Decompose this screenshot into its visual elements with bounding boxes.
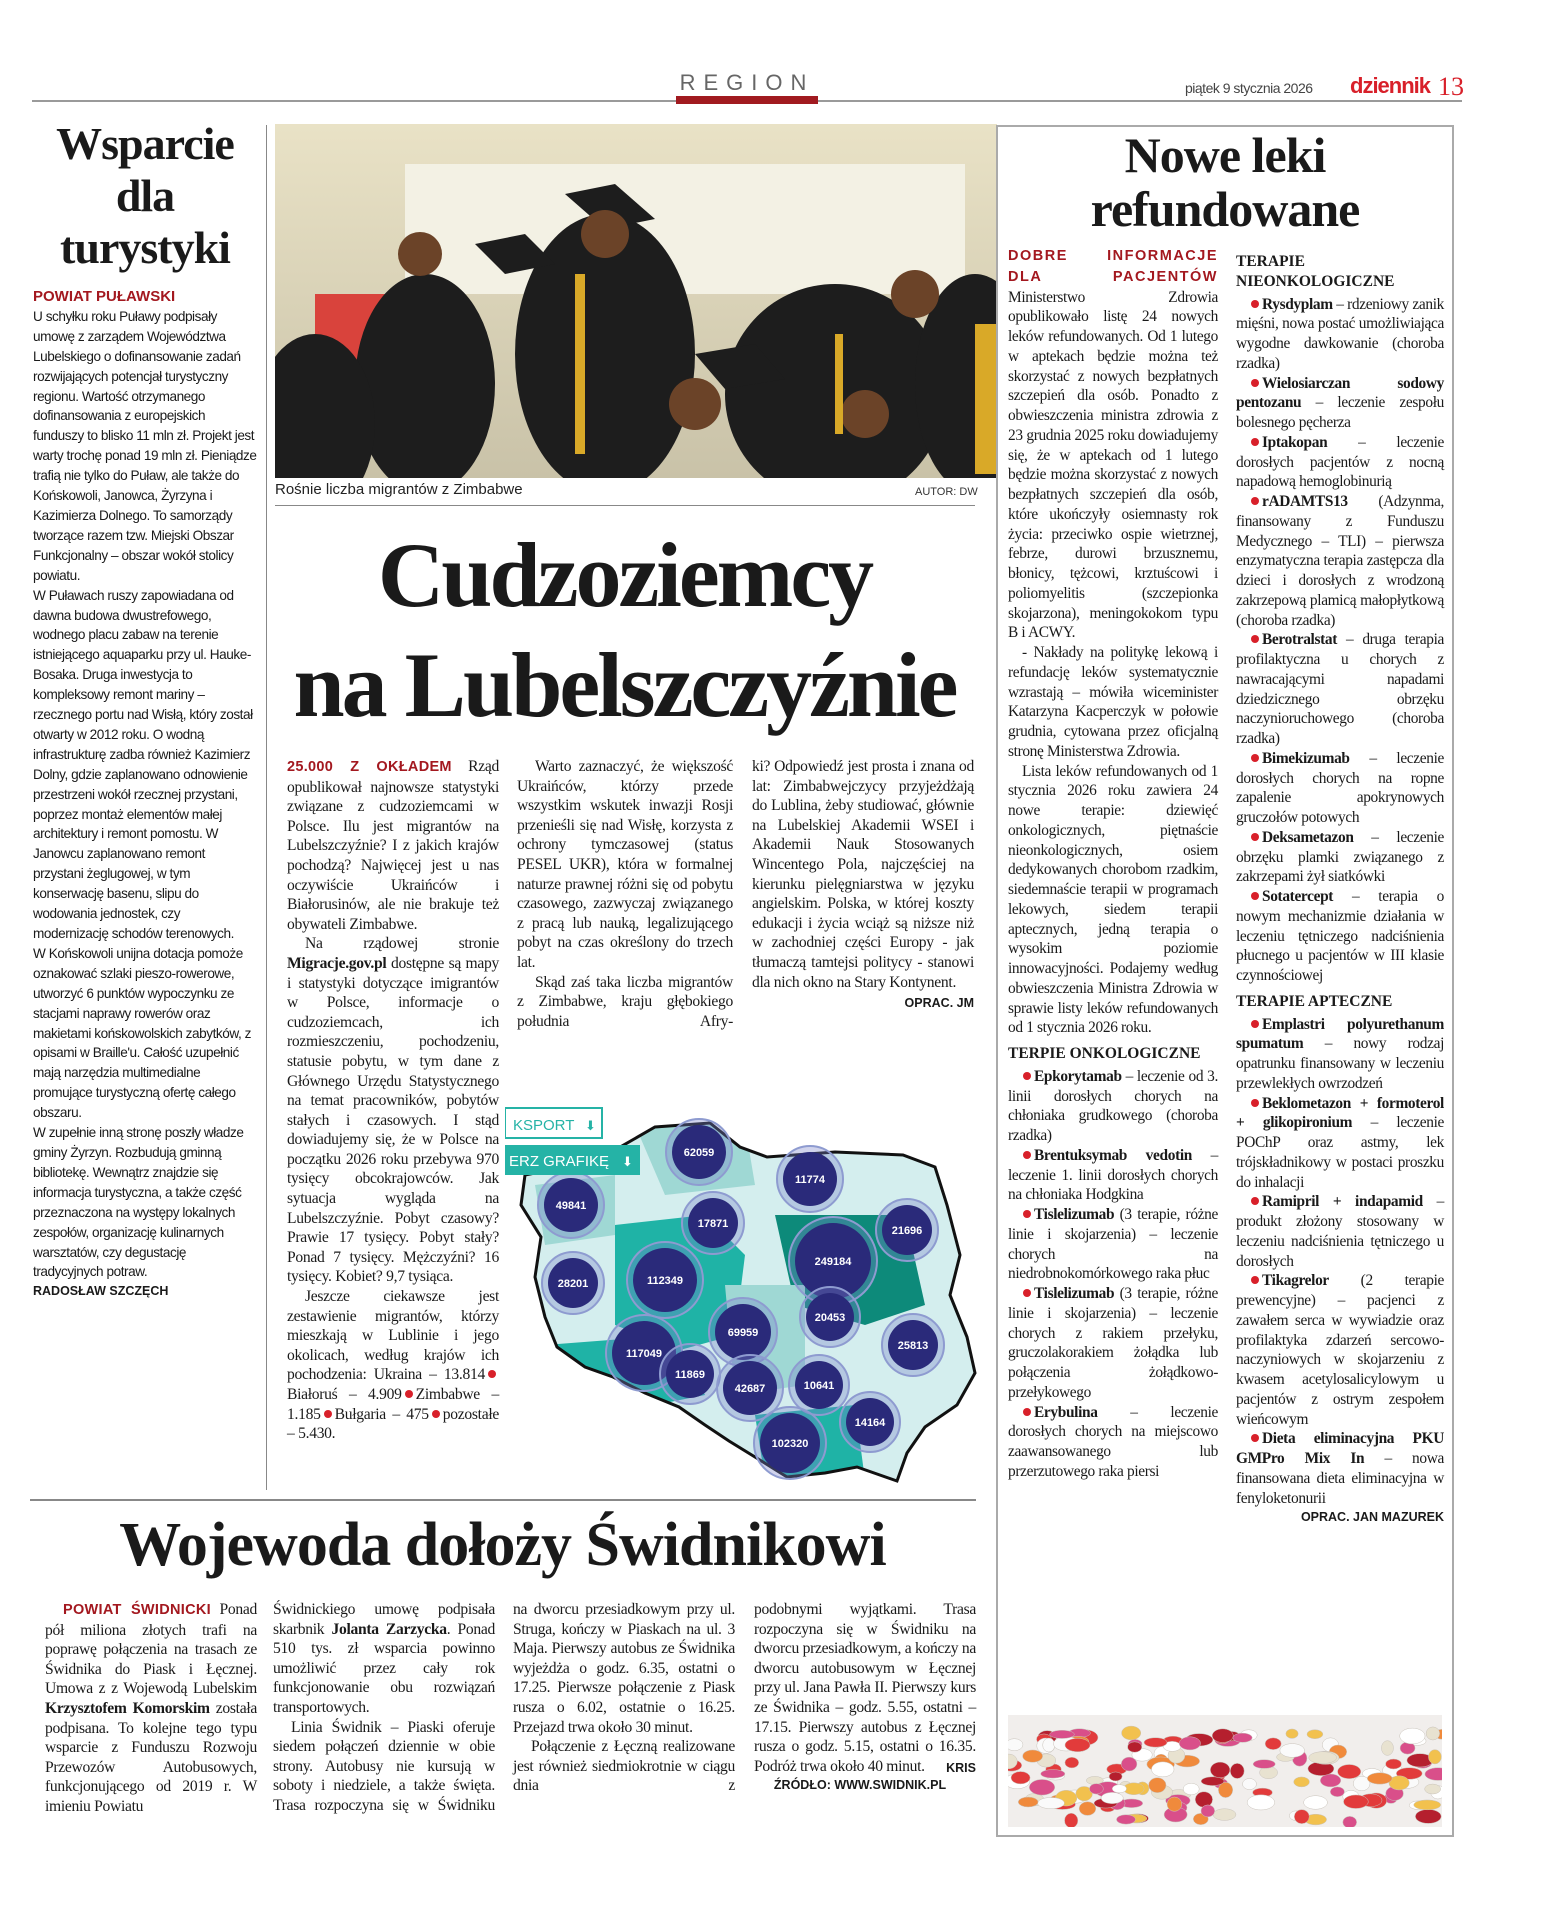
pill [1320,1774,1340,1787]
pill [1183,1783,1199,1795]
export-button-label[interactable]: KSPORT [513,1117,575,1134]
text: (3 terapie, różne linie i skojarzenia) – leczenie chorych z rakiem przełyku, gruczolakorakiem żołądka lub połączenia żołądkowo-przełykowego [1008,1285,1218,1401]
bullet-dot-icon [1023,1151,1031,1159]
text: ŹRÓDŁO: WWW.SWIDNIK.PL [773,1778,947,1793]
bold-text: Krzysztofem Komorskim [45,1699,210,1717]
paragraph [273,1718,495,1816]
text: Linia Świdnik – Piaski oferuje siedem połączeń dziennie w obie strony. Autobusy nie kursują w soboty i niedziele, a także święta. Trasa rozpoczyna się w Świdniku [273,1718,495,1814]
migrants-map [505,1105,980,1490]
pill [1043,1738,1055,1752]
byline: OPRAC. JM [904,996,974,1011]
bottom-article-title: Wojewoda dołoży Świdnikowi [119,1511,886,1579]
bullet-dot-icon [1023,1289,1031,1297]
pill [1242,1778,1256,1789]
text: (2 terapie prewencyjne) – pacjenci z zawałem serca w wywiadzie oraz profilaktyka zdarzeń sercowo-naczyniowych w skojarzeniu z kwasem acetylosalicylowym u pacjentów z ostrym zespołem wieńcowym [1236,1272,1444,1428]
bold-text: Deksametazon [1262,828,1354,846]
bottom-article-column-4 [754,1600,976,1796]
bold-text: Bimekizumab [1262,749,1350,767]
paragraph [45,1600,257,1817]
pill [1023,1750,1043,1762]
pill [1381,1741,1393,1756]
pill [1294,1810,1309,1824]
pill [1330,1787,1344,1797]
text: Białoruś – 4.909 [287,1386,402,1403]
pill [1426,1727,1440,1740]
section-heading [1236,992,1444,1012]
bottom-article-column-2 [273,1600,495,1816]
text: TERAPIE NIEONKOLOGICZNE [1236,253,1395,290]
text: – leczenie 1. linii dorosłych chorych na chłoniaka Hodgkina [1008,1146,1218,1204]
pill [1109,1772,1122,1781]
text: Bułgaria – 475 [334,1405,429,1423]
list-item [1236,433,1444,492]
pills-photo [1008,1715,1442,1827]
map-bubble-value: 69959 [727,1327,759,1339]
text: . Ponad 510 tys. zł wsparcia powinno umożliwić przez cały rok funkcjonowanie obu rozwiązań transportowych. [273,1620,495,1716]
map-bubble-value: 10641 [803,1380,835,1392]
pill [1065,1813,1078,1827]
pill [1428,1750,1441,1764]
text: – leczenie obrzęku plamki związanego z zakrzepami żył siatkówki [1236,828,1444,886]
pill [1213,1809,1236,1821]
title-line-2: refundowane [1090,181,1360,237]
text: dostępne są mapy i statystyki dotyczące imigrantów w Polsce, informacje o cudzoziemcach, ich rozmieszczeniu, pochodzeniu, statusie pobytu, w tym dane z Głównego Urzędu Statystycznego na temat pracowników, pobytów stałych i czasowych. I stąd dowiadujemy się, że w Polsce na początku 2026 roku przebywa 970 tysięcy obcokrajowców. Jak sytuacja wygląda na Lubelszczyźnie. Pobyt czasowy? Prawie 17 tysięcy. Pobyt stały? Ponad 7 tysięcy. Mężczyźni? 16 tysięcy. Kobiet? 9,7 tysiąca. [287,954,499,1286]
text: RADOSŁAW SZCZĘCH [33,1284,169,1299]
bullet-dot-icon [1251,1276,1259,1284]
paragraph [33,586,258,944]
byline [754,1776,976,1796]
pill [1050,1730,1075,1738]
download-icon: ⬇ [585,1118,596,1133]
text: W Końskowoli unijna dotacja pomoże oznakować szlaki pieszo-rowerowe, utworzyć 6 punktów wypoczynku ze stacjami naprawy rowerów oraz makietami końskowolskich zabytków, z opisami w Braille'u. Całość uzupełnić mają narzędzia multimedialne promujące turystyczną ofertę całego obszaru. [33,945,251,1121]
text: na dworcu przesiadkowym przy ul. Struga, kończy w Piaskach na ul. 3 Maja. Pierwszy autobus ze Świdnika wyjeżdża o godz. 6.35, ostatni o 17.25. Pierwsze połączenie z Piask rusza o 6.02, ostatnie o 16.25. Przejazd trwa około 30 minut. [513,1601,735,1736]
bullet-dot-icon [405,1390,413,1398]
lead-in: POWIAT ŚWIDNICKI [63,1602,211,1618]
pill [1265,1738,1281,1750]
main-article-column-1 [287,757,499,1444]
download-icon: ⬇ [622,1154,633,1169]
bold-text: Tikagrelor [1262,1272,1329,1290]
bullet-dot-icon [1251,300,1259,308]
pill [1233,1733,1252,1742]
text: – leczenie dorosłych chorych na miejscowo zaawansowanego lub przerzutowego raka piersi [1008,1403,1218,1480]
pill [1386,1759,1402,1769]
list-item [1236,749,1444,828]
bold-text: Iptakopan [1262,433,1328,451]
right-article-column-1 [1008,246,1218,1482]
list-item [1008,1067,1218,1146]
bullet-dot-icon [1251,438,1259,446]
text: (3 terapie, różne linie i skojarzenia) – leczenie chorych na niedrobnokomórkowego raka płuc [1008,1206,1218,1283]
pill [1400,1728,1425,1744]
pill [1415,1809,1441,1823]
bullet-dot-icon [1251,754,1259,762]
paragraph [752,757,974,1011]
bullet-dot-icon [1251,1020,1259,1028]
paragraph [33,1123,258,1282]
photo-caption: Rośnie liczba migrantów z Zimbabwe [275,481,523,498]
pill [1307,1730,1323,1739]
bold-text: Berotralstat [1262,631,1338,649]
bold-text: Emplastri polyurethanum spumatum [1236,1015,1444,1053]
title-line-2: na Lubelszczyźnie [293,634,956,736]
section-rule [30,1499,976,1501]
map-bubble-value: 249184 [814,1256,852,1268]
text: Na rządowej stronie [305,935,499,953]
list-item [1236,828,1444,887]
bottom-article-column-1 [45,1600,257,1817]
bold-text: Beklometazon + formoterol + glikopironium [1236,1094,1444,1132]
bold-text: Tislelizumab [1034,1206,1115,1223]
bold-text: Erybulina [1034,1403,1098,1421]
lead-in: POWIAT PUŁAWSKI [33,288,176,305]
paragraph [1008,246,1218,643]
text: – leczenie zespołu bolesnego pęcherza [1236,394,1444,431]
pill [1195,1792,1212,1807]
text: ki? Odpowiedź jest prosta i znana od lat: Zimbabwejczycy przyjeżdżają do Lublina, żeby studiować, głównie na Lubelskiej Akademii WSEI i Akademii Nauk Stosowanych Wincentego Pola, najczęściej na kierunku pielęgniarstwa w języku angielskim. Polska, w której koszty edukacji i życia wciąż są niższe niż w zachodniej części Europy - jak tłumaczą tamtejsi politycy - stanowi dla nich okno na Stary Kontynent. [752,758,974,991]
pill [1065,1757,1079,1768]
map-bubble-value: 17871 [697,1218,729,1230]
caption-rule [275,505,975,506]
pill [1367,1773,1392,1784]
pill [1425,1784,1441,1794]
paragraph [33,944,258,1123]
pill [1008,1739,1023,1751]
bold-text: Rysdyplam [1262,295,1333,313]
bold-text: Sotatercept [1262,888,1334,905]
map-bubble-value: 25813 [897,1340,929,1352]
bold-text: Tislelizumab [1034,1285,1115,1302]
pill [1343,1816,1357,1827]
list-item [1008,1403,1218,1482]
paragraph [287,1287,499,1444]
text: – leczenie POChP oraz astmy, lek trójskładnikowy w postaci proszku do inhalacji [1236,1114,1445,1191]
text: - Nakłady na politykę lekową i refundację leków systematycznie wzrastają – mówiła wiceminister Katarzyna Kacperczyk w połowie grudnia, cytowana przez oficjalną stronę Ministerstwa Zdrowia. [1008,644,1218,760]
pill [1201,1777,1224,1786]
title-line-1: Cudzoziemcy [377,524,872,626]
pill [1101,1792,1123,1803]
text: Jeszcze ciekawsze jest zestawienie migrantów, którzy mieszkają w Lublinie i jego okolicach, według krajów ich pochodzenia: Ukraina – 13.814 [287,1288,499,1384]
column-divider [266,125,267,1490]
list-item [1236,1015,1444,1094]
text: OPRAC. JAN MAZUREK [1300,1510,1444,1525]
main-article-column-3 [752,757,974,1014]
left-article-body [33,287,258,1302]
issue-date: piątek 9 stycznia 2026 [1185,80,1313,96]
paragraph [513,1600,735,1737]
text: – druga terapia profilaktyczna u chorych z nawracającymi napadami dziedzicznego obrzęku naczynioruchowego (choroba rzadka) [1236,631,1444,747]
byline [1236,1508,1444,1528]
text: podobnymi wyjątkami. Trasa rozpoczyna się w Świdniku na dworcu przesiadkowym, a kończy na dworcu autobusowym w Łęcznej przy ul. Jana Pawła II. Pierwszy kurs ze Świdnika – godz. 5.55, ostatni – 17.15. Pierwszy autobus z Łęcznej rusza o godz. 5.15, ostatni o 16.35. Podróż trwa około 40 minut. [754,1601,976,1775]
text: TERAPIE APTECZNE [1236,992,1393,1010]
main-article-column-2 [517,757,733,1031]
text: Połączenie z Łęczną realizowane jest również siedmiokrotnie w ciągu dnia z [513,1738,735,1795]
section-heading [1236,252,1444,292]
text: Lista leków refundowanych od 1 stycznia 2026 roku zawiera 24 nowe terapie: dziewięć onkologicznych, piętnaście nieonkologicznych, osiem dedykowanych chorobom rzadkim, siedemnaście terapii w programach lekowych, siedem terapii aptecznych, jedną terapia o wysokim poziomie innowacyjności. Podajemy według obwieszczenia Ministra Zdrowia w sprawie listy leków refundowanych od 1 stycznia 2026 roku. [1008,762,1218,1037]
map-bubble-value: 20453 [814,1312,846,1324]
bold-text: Brentuksymab vedotin [1034,1146,1192,1164]
bullet-dot-icon [1251,1197,1259,1205]
text: U schyłku roku Puławy podpisały umowę z zarządem Województwa Lubelskiego o dofinansowanie zadań rozwijających potencjał turystyczny regionu. Wartość otrzymanego dofinansowania z europejskich funduszy to blisko 11 mln zł. Projekt jest warty trochę ponad 19 mln zł. Pieniądze trafią nie tylko do Puław, ale także do Końskowoli, Janowca, Żyrzyna i Kazimierza Dolnego. To samorządy tworzące razem tzw. Miejski Obszar Funkcjonalny – obszar wokół stolicy powiatu. [33,308,257,583]
text: Warto zaznaczyć, że większość Ukraińców, którzy przede wszystkim wskutek inwazji Rosji przenieśli się nad Wisłę, korzysta z ochrony tymczasowej (status PESEL UKR), która w formalnej naturze prawnej różni się od pobytu czasowego, zazwyczaj związanego z pracą lub nauką, legalizującego pobyt na czas określony do trzech lat. [517,758,733,971]
bullet-dot-icon [1023,1210,1031,1218]
bullet-dot-icon [1023,1072,1031,1080]
lead-in: DOBRE INFORMACJE DLA PACJENTÓW [1008,248,1218,285]
pill [1280,1744,1305,1758]
paragraph [517,757,733,973]
pill [1338,1765,1361,1779]
map-bubble-value: 49841 [555,1200,587,1212]
text: Skąd zaś taka liczba migrantów z Zimbabwe, kraju głębokiego południa Afry- [517,973,733,1030]
text: (Adzynma, finansowany z Funduszu Medycznego – TLI) – pierwsza enzymatyczna terapia zastępcza dla dzieci i dorosłych z wrodzoną zakrzepową plamicą małopłytkową (choroba rzadka) [1236,493,1444,629]
pill [1344,1795,1369,1809]
text: – terapia o nowym mechanizmie działania w leczeniu tętniczego nadciśnienia płucnego u pacjentów w III klasie czynnościowej [1236,888,1444,984]
download-graphic-button-label[interactable]: ERZ GRAFIKĘ [509,1153,610,1170]
pill [1112,1785,1126,1793]
list-item [1008,1284,1218,1403]
paragraph [287,934,499,1287]
pill [1018,1797,1038,1807]
bullet-dot-icon [1251,833,1259,841]
bold-text: Ramipril + indapamid [1262,1193,1423,1211]
text: W Puławach ruszy zapowiadana od dawna budowa dwustrefowego, wodnego placu zabaw na terenie istniejącego aquaparku przy ul. Hauke-Bosaka. Druga inwestycja to kompleksowy remont mariny – rzecznego portu nad Wisłą, który został otwarty w 2012 roku. O wodną infrastrukturę zadba również Kazimierz Dolny, gdzie zaplanowano odnowienie przestrzeni wokół rzecznej przystani, poprzez montaż elementów małej architektury i remont pomostu. W Janowcu zaplanowano remont przystani żeglugowej, w tym konserwację basenu, slipu do wodowania jednostek, czy modernizację schodów terenowych. [33,587,253,941]
bullet-dot-icon [432,1410,440,1418]
text: – leczenie dorosłych pacjentów z nocną napadową hemoglobinurią [1236,433,1444,491]
map-bubble-value: 21696 [891,1225,923,1237]
map-bubble-value: 117049 [625,1348,663,1360]
bullet-dot-icon [324,1410,332,1418]
list-item [1236,1192,1444,1271]
main-article-title [272,520,977,740]
pill [1116,1815,1135,1824]
lead-in: 25.000 Z OKŁADEM [287,759,452,775]
article-photo [275,124,997,478]
pill [1029,1779,1054,1795]
paragraph [33,287,258,586]
section-heading [1008,1044,1218,1064]
list-item [1236,374,1444,433]
text: – rdzeniowy zanik mięśni, nowa postać umożliwiająca wygodne dawkowanie (choroba rzadka) [1236,295,1444,372]
paragraph [754,1600,976,1776]
bold-text: rADAMTS13 [1262,493,1348,510]
pill [1253,1760,1275,1769]
pill [1167,1797,1182,1811]
pill [1286,1729,1298,1738]
bottom-article-column-3 [513,1600,735,1796]
pill [1247,1795,1274,1810]
pill [1414,1800,1441,1810]
list-item [1008,1205,1218,1284]
photo-credit: AUTOR: DW [915,486,978,498]
paragraph [287,757,499,934]
list-item [1236,1429,1444,1508]
map-bubble-value: 42687 [734,1383,766,1395]
paragraph [513,1737,735,1796]
pill [1011,1772,1030,1784]
text: – nowy rodzaj opatrunku finansowany w leczeniu przewlekłych owrzodzeń [1236,1035,1444,1092]
text: Rząd opublikował najnowsze statystyki związane z cudzoziemcami w Polsce. Ilu jest migrantów na Lubelszczyźnie? I z jakich krajów pochodzą? Najwięcej jest u nas oczywiście Ukraińców i Białorusinów, ale nie brakuje też obywateli Zimbabwe. [287,758,499,933]
map-bubble-value: 62059 [683,1147,715,1159]
list-item [1236,295,1444,374]
section-label: REGION [679,70,815,95]
pill [1151,1762,1174,1777]
text: została podpisana. To kolejne tego typu wsparcie z Funduszu Rozwoju Przewozów Autobusowych, funkcjonującego od 2019 r. W imieniu Powiatu [45,1699,257,1815]
map-bubble-value: 14164 [854,1417,886,1429]
pill [1210,1762,1230,1778]
text: Świdnickiego umowę podpisała skarbnik [273,1601,495,1638]
map-bubble-value: 11774 [795,1174,825,1186]
text: Ponad pół miliona złotych trafi na poprawę połączenia na trasach ze Świdnika do Piask i Łęcznej. Umowa z z Wojewodą Lubelskim [45,1601,257,1698]
pill [1122,1726,1141,1740]
text: Zimbabwe – 1.185 [287,1386,499,1423]
title-line-1: Nowe leki [1124,127,1326,183]
text: Ministerstwo Zdrowia opublikowało listę 24 nowych leków refundowanych. Od 1 lutego w aptekach będzie można też skorzystać z nowych bezpłatnych szczepień dla osób. Ponadto z obwieszczenia ministra zdrowia z 23 grudnia 2025 roku dowiadujemy się, że w aptekach od 1 lutego będzie można skorzystać z nowych bezpłatnych szczepień dla osób, które ukończyły osiemnasty rok życia: przeciwko ospie wietrznej, febrze, durowi brzusznemu, błonicy, tężcowi, krztuścowi i poliomyelitis (szczepionka skojarzona), meningokokom typu B i ACWY. [1008,288,1218,642]
bold-text: Dieta eliminacyjna PKU GMPro Mix In [1236,1430,1444,1467]
pill [1294,1777,1310,1787]
list-item [1008,1146,1218,1205]
pill [1089,1784,1103,1794]
byline [33,1282,258,1302]
list-item [1236,630,1444,749]
bullet-dot-icon [1251,892,1259,900]
list-item [1236,492,1444,630]
pill [1304,1796,1328,1810]
newspaper-logo: dziennik [1350,73,1431,98]
pill [1179,1737,1200,1750]
bullet-dot-icon [488,1370,496,1378]
byline: KRIS [946,1760,976,1775]
text: pozostałe – 5.430. [287,1405,499,1443]
map-bubble-value: 11869 [675,1369,705,1381]
text: – leczenie dorosłych chorych na ropne zapalenie apokrynowych gruczołów potowych [1236,749,1444,826]
pill [1201,1805,1215,1817]
bullet-dot-icon [1251,635,1259,643]
bold-text: Wielosiarczan sodowy pentozanu [1236,374,1444,412]
map-bubble-value: 28201 [557,1278,589,1290]
bullet-dot-icon [1251,379,1259,387]
pill [1212,1729,1233,1743]
right-article-column-2 [1236,246,1444,1528]
pill [1230,1763,1244,1778]
text: TERPIE ONKOLOGICZNE [1008,1045,1201,1062]
paragraph [1008,643,1218,762]
pill [1144,1738,1167,1747]
map-bubble-value: 112349 [646,1275,684,1287]
text: – produkt złożony stosowany w leczeniu nadciśnienia tętniczego u dorosłych [1236,1193,1444,1270]
text: – leczenie od 3. linii dorosłych chorych na chłoniaka grudkowego (choroba rzadka) [1008,1067,1218,1144]
right-article-title [998,128,1452,236]
section-bar [676,96,818,104]
pill [1041,1770,1065,1779]
pill [1128,1742,1142,1752]
list-item [1236,1094,1444,1193]
paragraph [273,1600,495,1718]
bold-text: Migracje.gov.pl [287,954,387,972]
text: W zupełnie inną stronę poszły władze gminy Żyrzyn. Rozbudują gminną bibliotekę. Wewnątrz znajdzie się informacja turystyczna, a także część przeznaczona na występy lokalnych zespołów, organizację kulinarnych warsztatów, czy degustację tradycyjnych potraw. [33,1125,244,1280]
list-item [1236,887,1444,986]
bullet-dot-icon [1023,1408,1031,1416]
pill [1149,1778,1166,1793]
bullet-dot-icon [1251,1434,1259,1442]
pill [1079,1802,1096,1816]
bold-text: Jolanta Zarzycka [331,1620,447,1638]
paragraph [1008,762,1218,1039]
pill [1038,1797,1065,1808]
bullet-dot-icon [1251,497,1259,505]
map-bubble-value: 102320 [771,1438,809,1450]
list-item [1236,1271,1444,1429]
left-article-title: Wsparcie dla turystyki [56,118,234,273]
text: – nowa finansowana dieta eliminacyjna w fenyloketonurii [1236,1450,1444,1507]
paragraph [517,973,733,1032]
page-number: 13 [1438,72,1464,101]
pill [1309,1752,1337,1764]
bullet-dot-icon [1251,1099,1259,1107]
bold-text: Epkorytamab [1034,1067,1122,1085]
pill [1065,1738,1090,1751]
